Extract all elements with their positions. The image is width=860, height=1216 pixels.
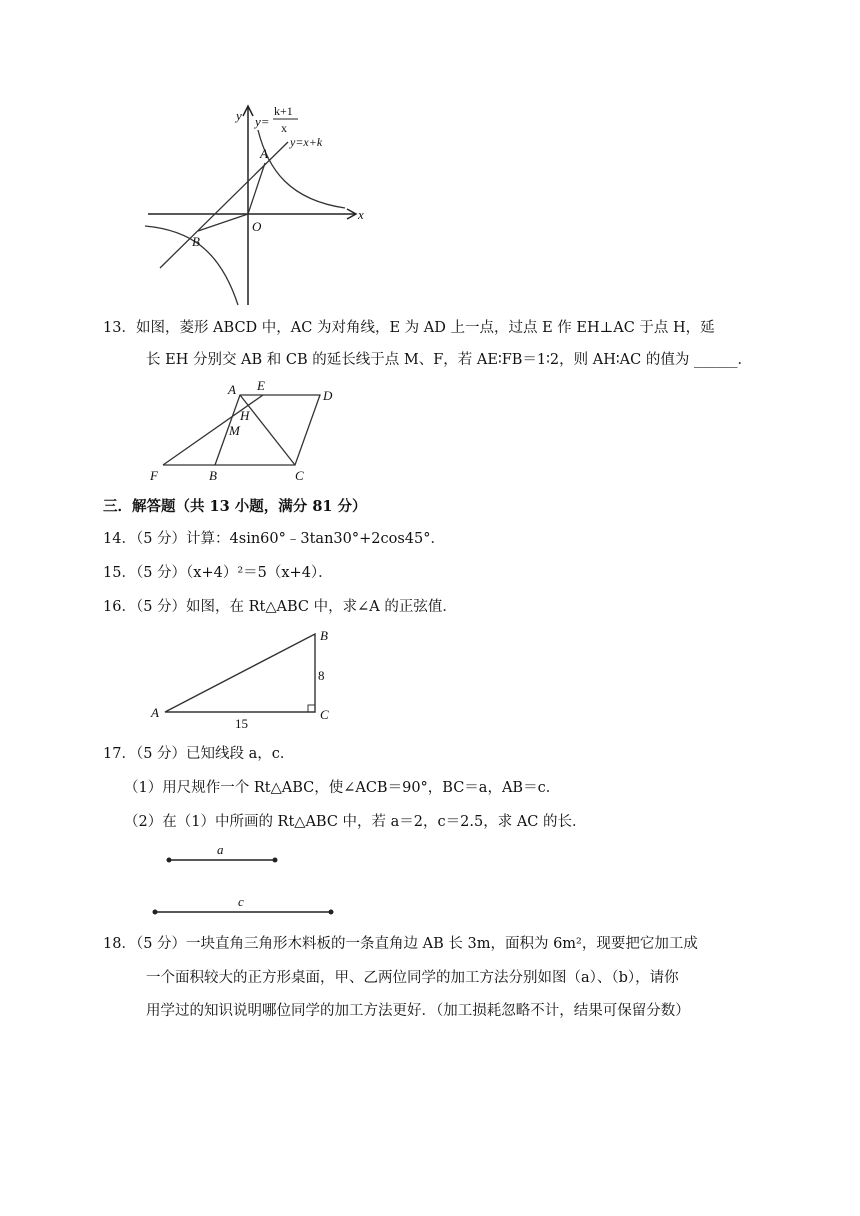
fig16-triangle: [145, 622, 345, 732]
segment-a-end-2: [273, 858, 278, 863]
label-origin: O: [252, 219, 262, 234]
hyperbola-lhs: y=: [255, 114, 270, 129]
q13-line1: 13．如图，菱形 ABCD 中，AC 为对角线，E 为 AD 上一点，过点 E 作 EH⊥AC 于点 H，延: [103, 320, 715, 336]
fig12-graph: [140, 100, 380, 310]
label-c: C: [320, 707, 329, 722]
segment-oa: [248, 163, 265, 214]
label-m: M: [229, 423, 240, 438]
label-a: A: [228, 382, 236, 397]
segment-c-end-2: [329, 910, 334, 915]
label-a: A: [260, 146, 268, 161]
q14-text: 14．（5 分）计算：4sin60°﹣3tan30°+2cos45°．: [103, 531, 445, 547]
side-bc-length: 8: [318, 668, 325, 683]
segment-ef: [163, 395, 263, 465]
q18-line1: 18．（5 分）一块直角三角形木料板的一条直角边 AB 长 3m，面积为 6m²，现要把它加工成: [103, 936, 698, 952]
label-x-axis: x: [358, 207, 364, 222]
label-b: B: [320, 628, 328, 643]
q17-sub2: （2）在（1）中所画的 Rt△ABC 中，若 a＝2，c＝2.5，求 AC 的长．: [124, 814, 587, 830]
label-seg-a: a: [217, 842, 224, 857]
q13-line2: 长 EH 分别交 AB 和 CB 的延长线于点 M、F，若 AE∶FB＝1∶2，则 AH∶AC 的值为 ______．: [146, 352, 752, 368]
segment-c-end-1: [153, 910, 158, 915]
fig13-rhombus: [145, 378, 345, 483]
section3-heading: 三．解答题（共 13 小题，满分 81 分）: [103, 498, 367, 515]
triangle-abc: [165, 634, 315, 712]
side-ac-length: 15: [235, 716, 248, 731]
fig17-segments: [145, 840, 345, 920]
q18-line3: 用学过的知识说明哪位同学的加工方法更好．（加工损耗忽略不计，结果可保留分数）: [146, 1003, 690, 1019]
label-d: D: [323, 388, 333, 403]
right-angle-mark: [308, 705, 315, 712]
label-h: H: [240, 408, 250, 423]
q17-text: 17．（5 分）已知线段 a，c．: [103, 746, 295, 762]
label-b: B: [209, 468, 217, 483]
label-a: A: [151, 705, 159, 720]
label-b: B: [192, 234, 200, 249]
q15-text: 15．（5 分）（x+4）²＝5（x+4）．: [103, 565, 333, 581]
line-label: y=x+k: [290, 135, 323, 149]
label-c: C: [295, 468, 304, 483]
hyperbola-numerator: k+1: [274, 104, 293, 118]
q17-sub1: （1）用尺规作一个 Rt△ABC，使∠ACB＝90°，BC＝a，AB＝c．: [124, 780, 561, 796]
label-e: E: [257, 378, 265, 393]
line-y-x-k: [160, 142, 288, 268]
label-seg-c: c: [238, 894, 244, 909]
segment-a-end-1: [167, 858, 172, 863]
q16-text: 16．（5 分）如图，在 Rt△ABC 中，求∠A 的正弦值．: [103, 599, 457, 615]
label-f: F: [150, 468, 158, 483]
q18-line2: 一个面积较大的正方形桌面，甲、乙两位同学的加工方法分别如图（a）、（b），请你: [146, 970, 679, 986]
hyperbola-denominator: x: [281, 121, 287, 135]
label-y-axis: y: [236, 108, 242, 123]
